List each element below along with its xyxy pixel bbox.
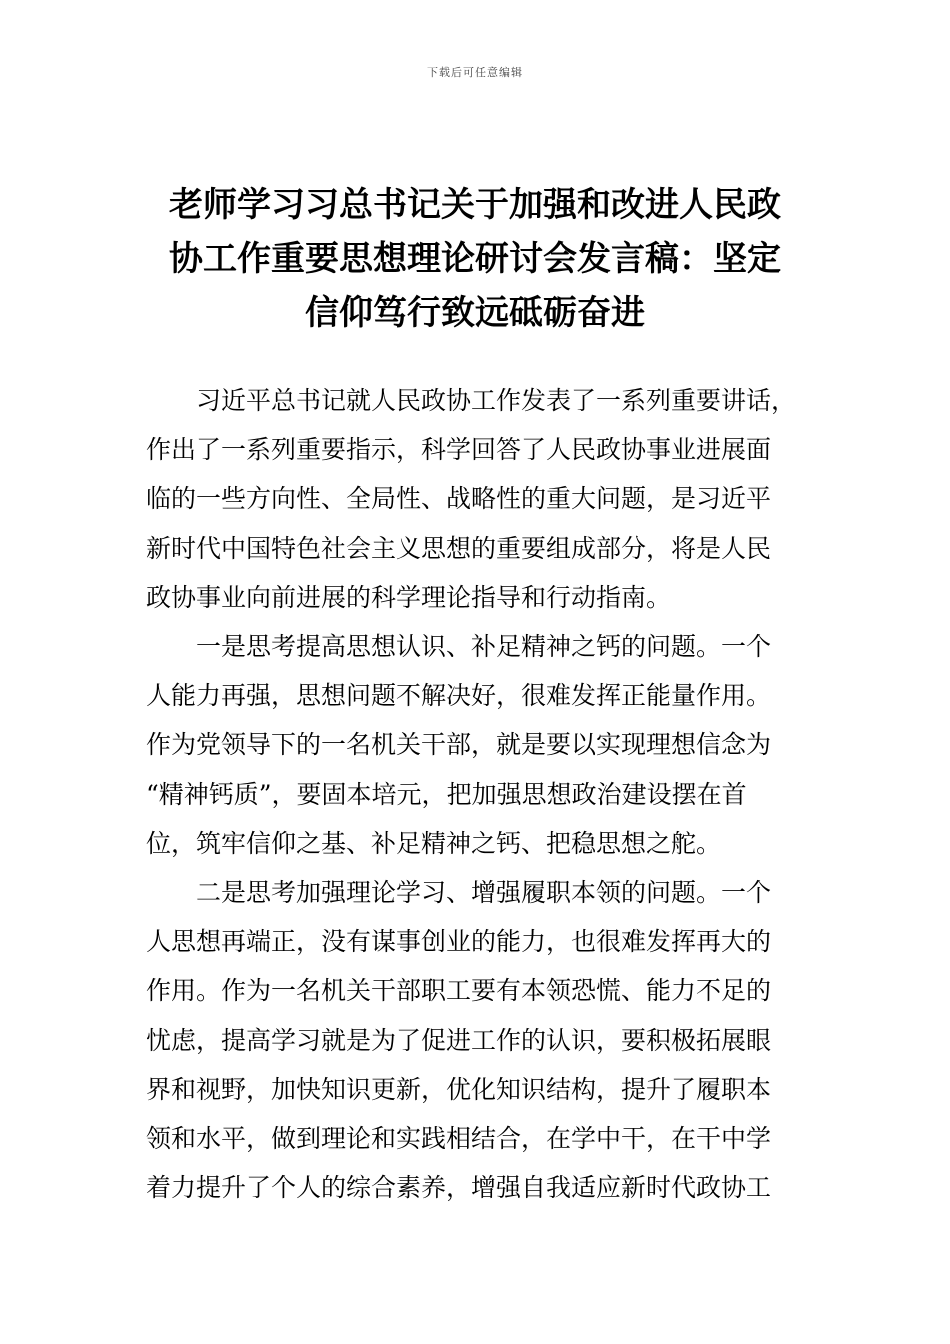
paragraph-line: 人思想再端正，没有谋事创业的能力，也很难发挥再大的 — [146, 927, 772, 957]
header-note: 下载后可任意编辑 — [427, 66, 523, 79]
paragraph-line: 领和水平，做到理论和实践相结合，在学中干，在干中学 — [146, 1124, 772, 1154]
paragraph-line: 一是思考提高思想认识、补足精神之钙的问题。一个 — [196, 632, 772, 662]
document-body — [146, 376, 808, 1212]
title-line: 协工作重要思想理论研讨会发言稿：坚定 — [169, 239, 781, 279]
paragraph-line: 新时代中国特色社会主义思想的重要组成部分，将是人民 — [146, 533, 772, 563]
paragraph-line: 作用。作为一名机关干部职工要有本领恐慌、能力不足的 — [146, 976, 772, 1006]
title-line: 老师学习习总书记关于加强和改进人民政 — [169, 185, 781, 225]
paragraph-line: 政协事业向前进展的科学理论指导和行动指南。 — [146, 582, 672, 612]
paragraph-line: 界和视野，加快知识更新，优化知识结构，提升了履职本 — [146, 1074, 772, 1104]
paragraph-line: 忧虑，提高学习就是为了促进工作的认识，要积极拓展眼 — [146, 1025, 772, 1055]
paragraph-line: 作为党领导下的一名机关干部，就是要以实现理想信念为 — [146, 730, 772, 760]
paragraph-line: “精神钙质”，要固本培元，把加强思想政治建设摆在首 — [146, 779, 747, 809]
paragraph-line: 习近平总书记就人民政协工作发表了一系列重要讲话， — [196, 386, 797, 415]
paragraph-line: 二是思考加强理论学习、增强履职本领的问题。一个 — [196, 878, 772, 908]
paragraph-line: 着力提升了个人的综合素养，增强自我适应新时代政协工 — [146, 1173, 772, 1203]
paragraph-line: 作出了一系列重要指示，科学回答了人民政协事业进展面 — [146, 435, 772, 465]
title-line: 信仰笃行致远砥砺奋进 — [305, 293, 645, 333]
document-title — [140, 178, 810, 340]
paragraph-line: 临的一些方向性、全局性、战略性的重大问题，是习近平 — [146, 484, 772, 514]
paragraph-line: 位，筑牢信仰之基、补足精神之钙、把稳思想之舵。 — [146, 828, 722, 858]
paragraph-line: 人能力再强，思想问题不解决好，很难发挥正能量作用。 — [146, 681, 772, 711]
